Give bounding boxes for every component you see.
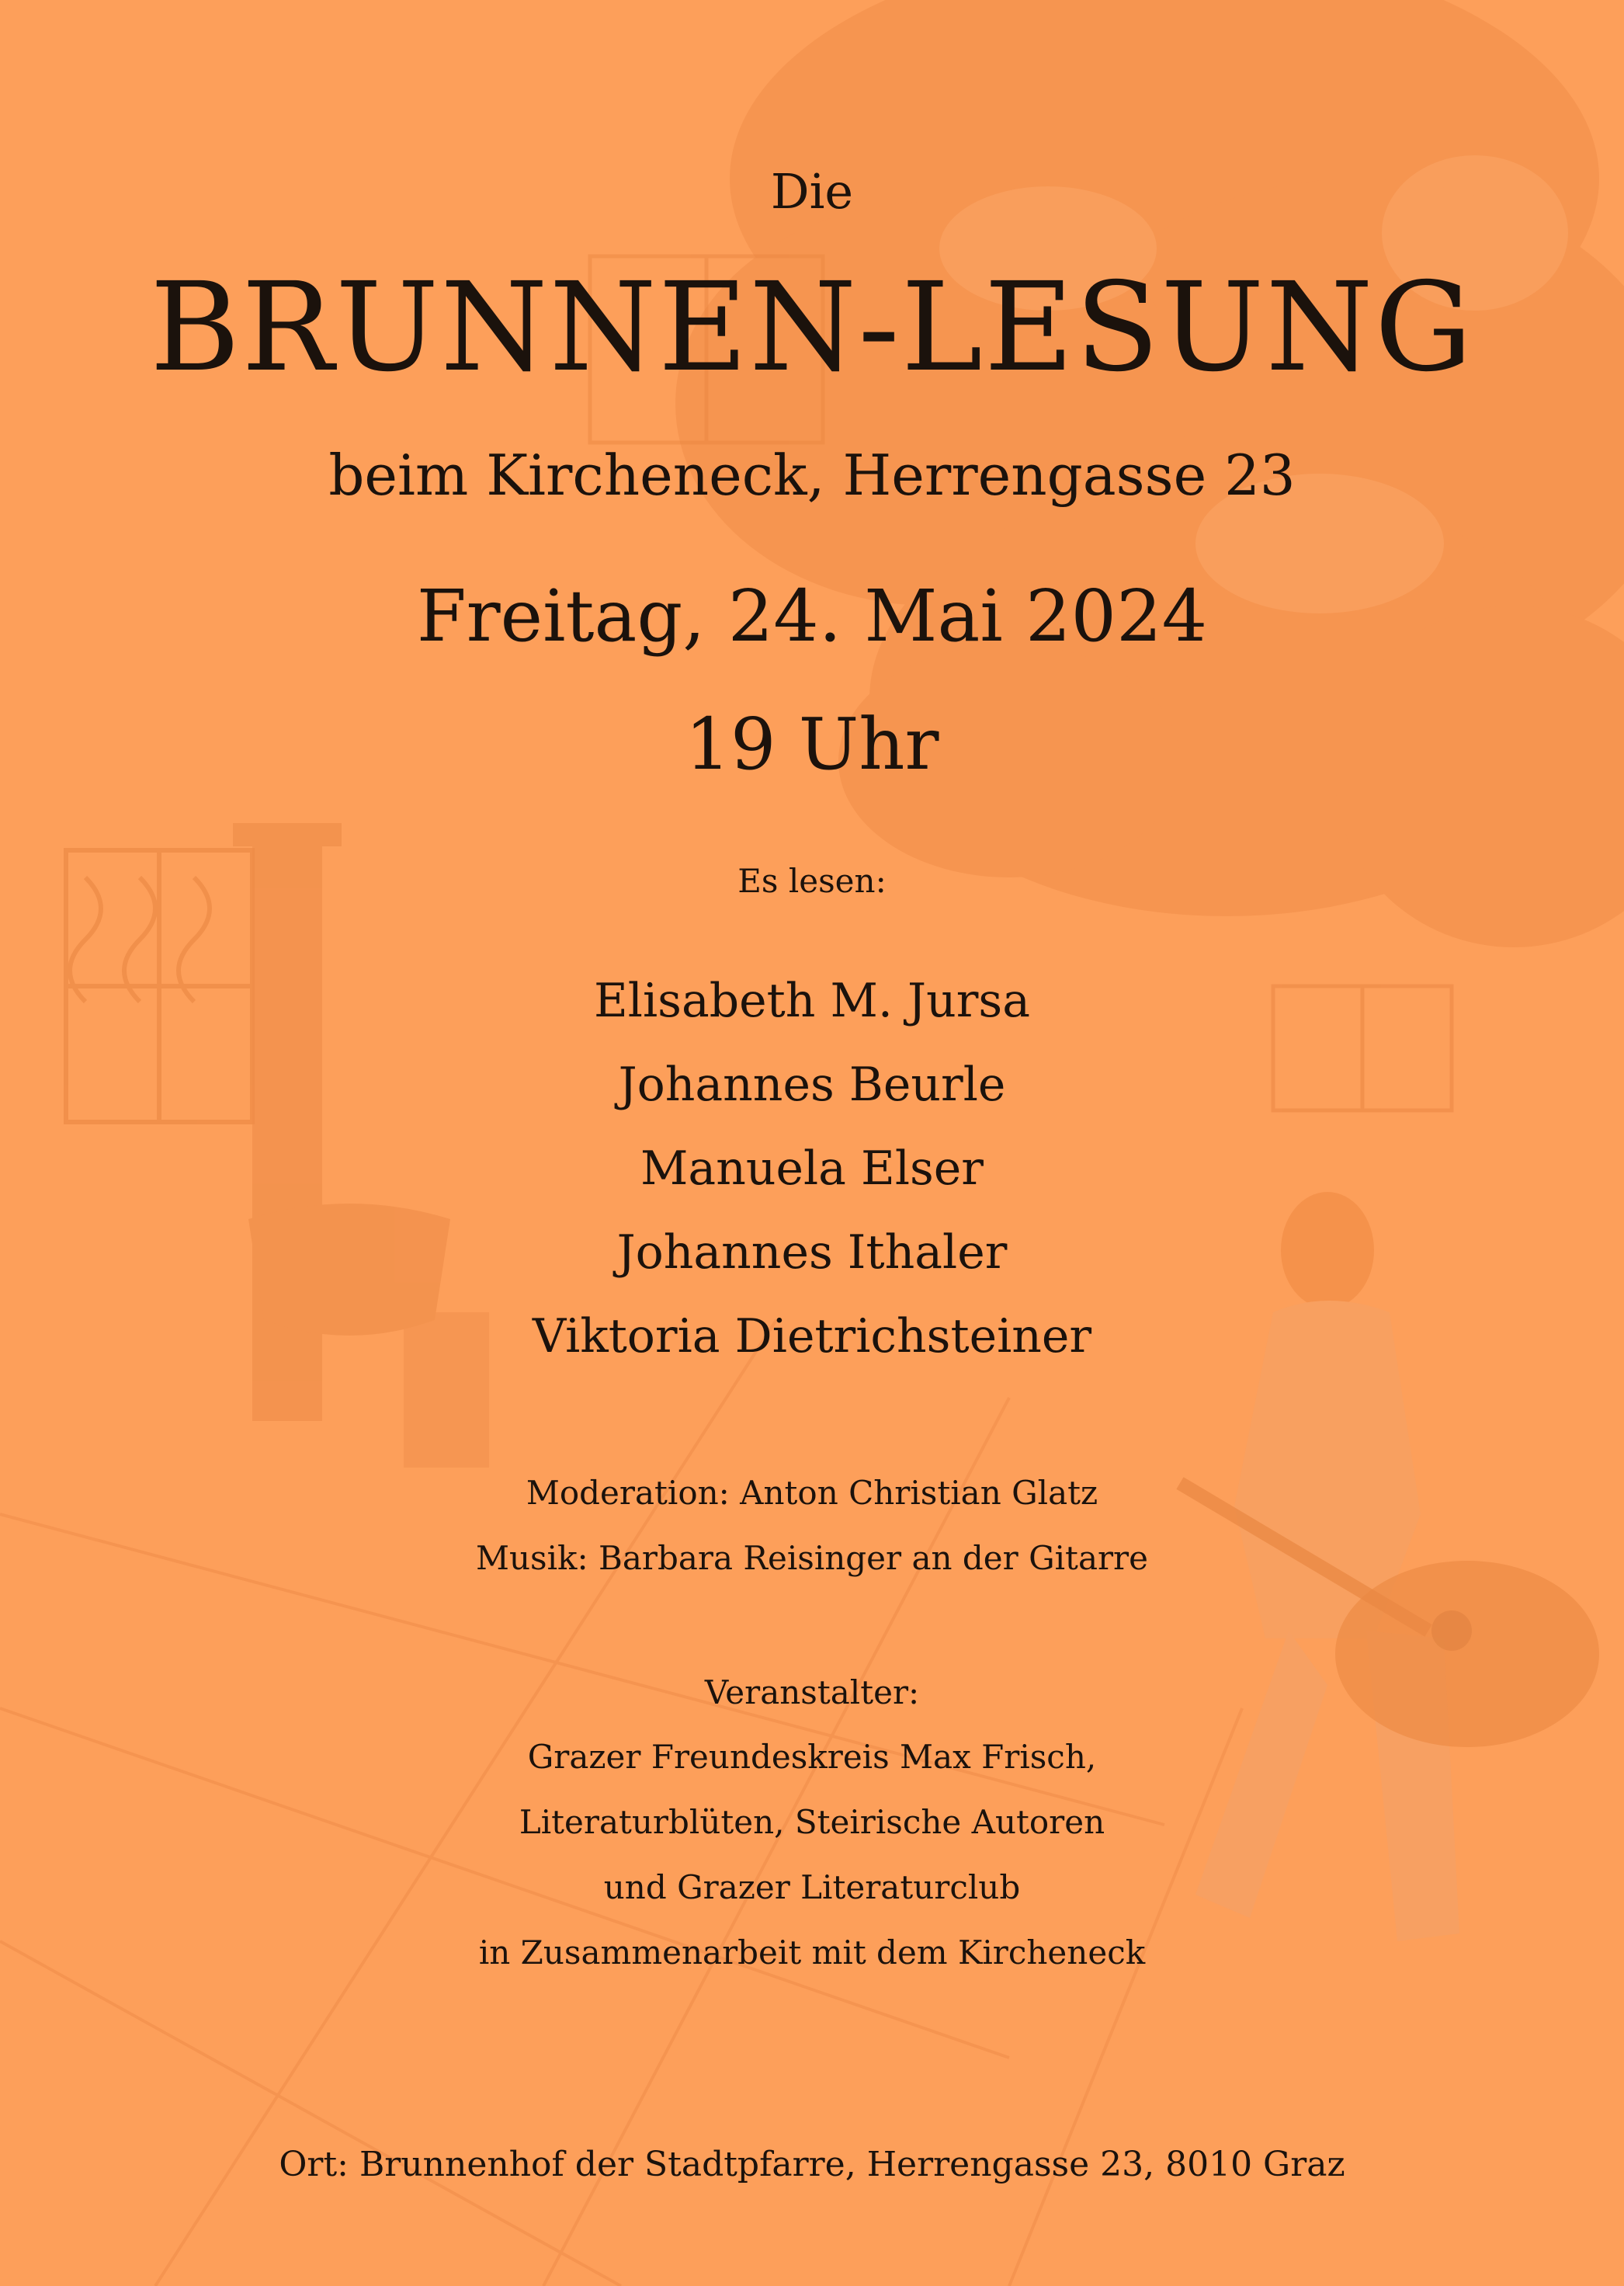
pre-title: Die [770,163,854,220]
organizer-line: Grazer Freundeskreis Max Frisch, [527,1738,1097,1776]
venue-subtitle: beim Kircheneck, Herrengasse 23 [328,443,1296,508]
readers-label: Es lesen: [737,862,887,900]
reader-name: Elisabeth M. Jursa [593,974,1030,1028]
reader-name: Johannes Beurle [618,1058,1006,1112]
event-title: BRUNNEN-LESUNG [150,256,1474,399]
event-time: 19 Uhr [685,703,939,786]
organizer-line: Literaturblüten, Steirische Autoren [519,1803,1105,1841]
organizer-line: in Zusammenarbeit mit dem Kircheneck [478,1933,1146,1972]
reader-name: Johannes Ithaler [616,1225,1008,1280]
event-date: Freitag, 24. Mai 2024 [416,575,1208,658]
organizers-label: Veranstalter: [704,1673,920,1711]
reader-name: Manuela Elser [640,1141,984,1196]
moderation-line: Moderation: Anton Christian Glatz [526,1474,1098,1512]
music-line: Musik: Barbara Reisinger an der Gitarre [475,1539,1148,1577]
reader-name: Viktoria Dietrichsteiner [532,1309,1092,1364]
location-footer: Ort: Brunnenhof der Stadtpfarre, Herrengasse 23, 8010 Graz [279,2145,1345,2184]
organizer-line: und Grazer Literaturclub [603,1868,1021,1906]
